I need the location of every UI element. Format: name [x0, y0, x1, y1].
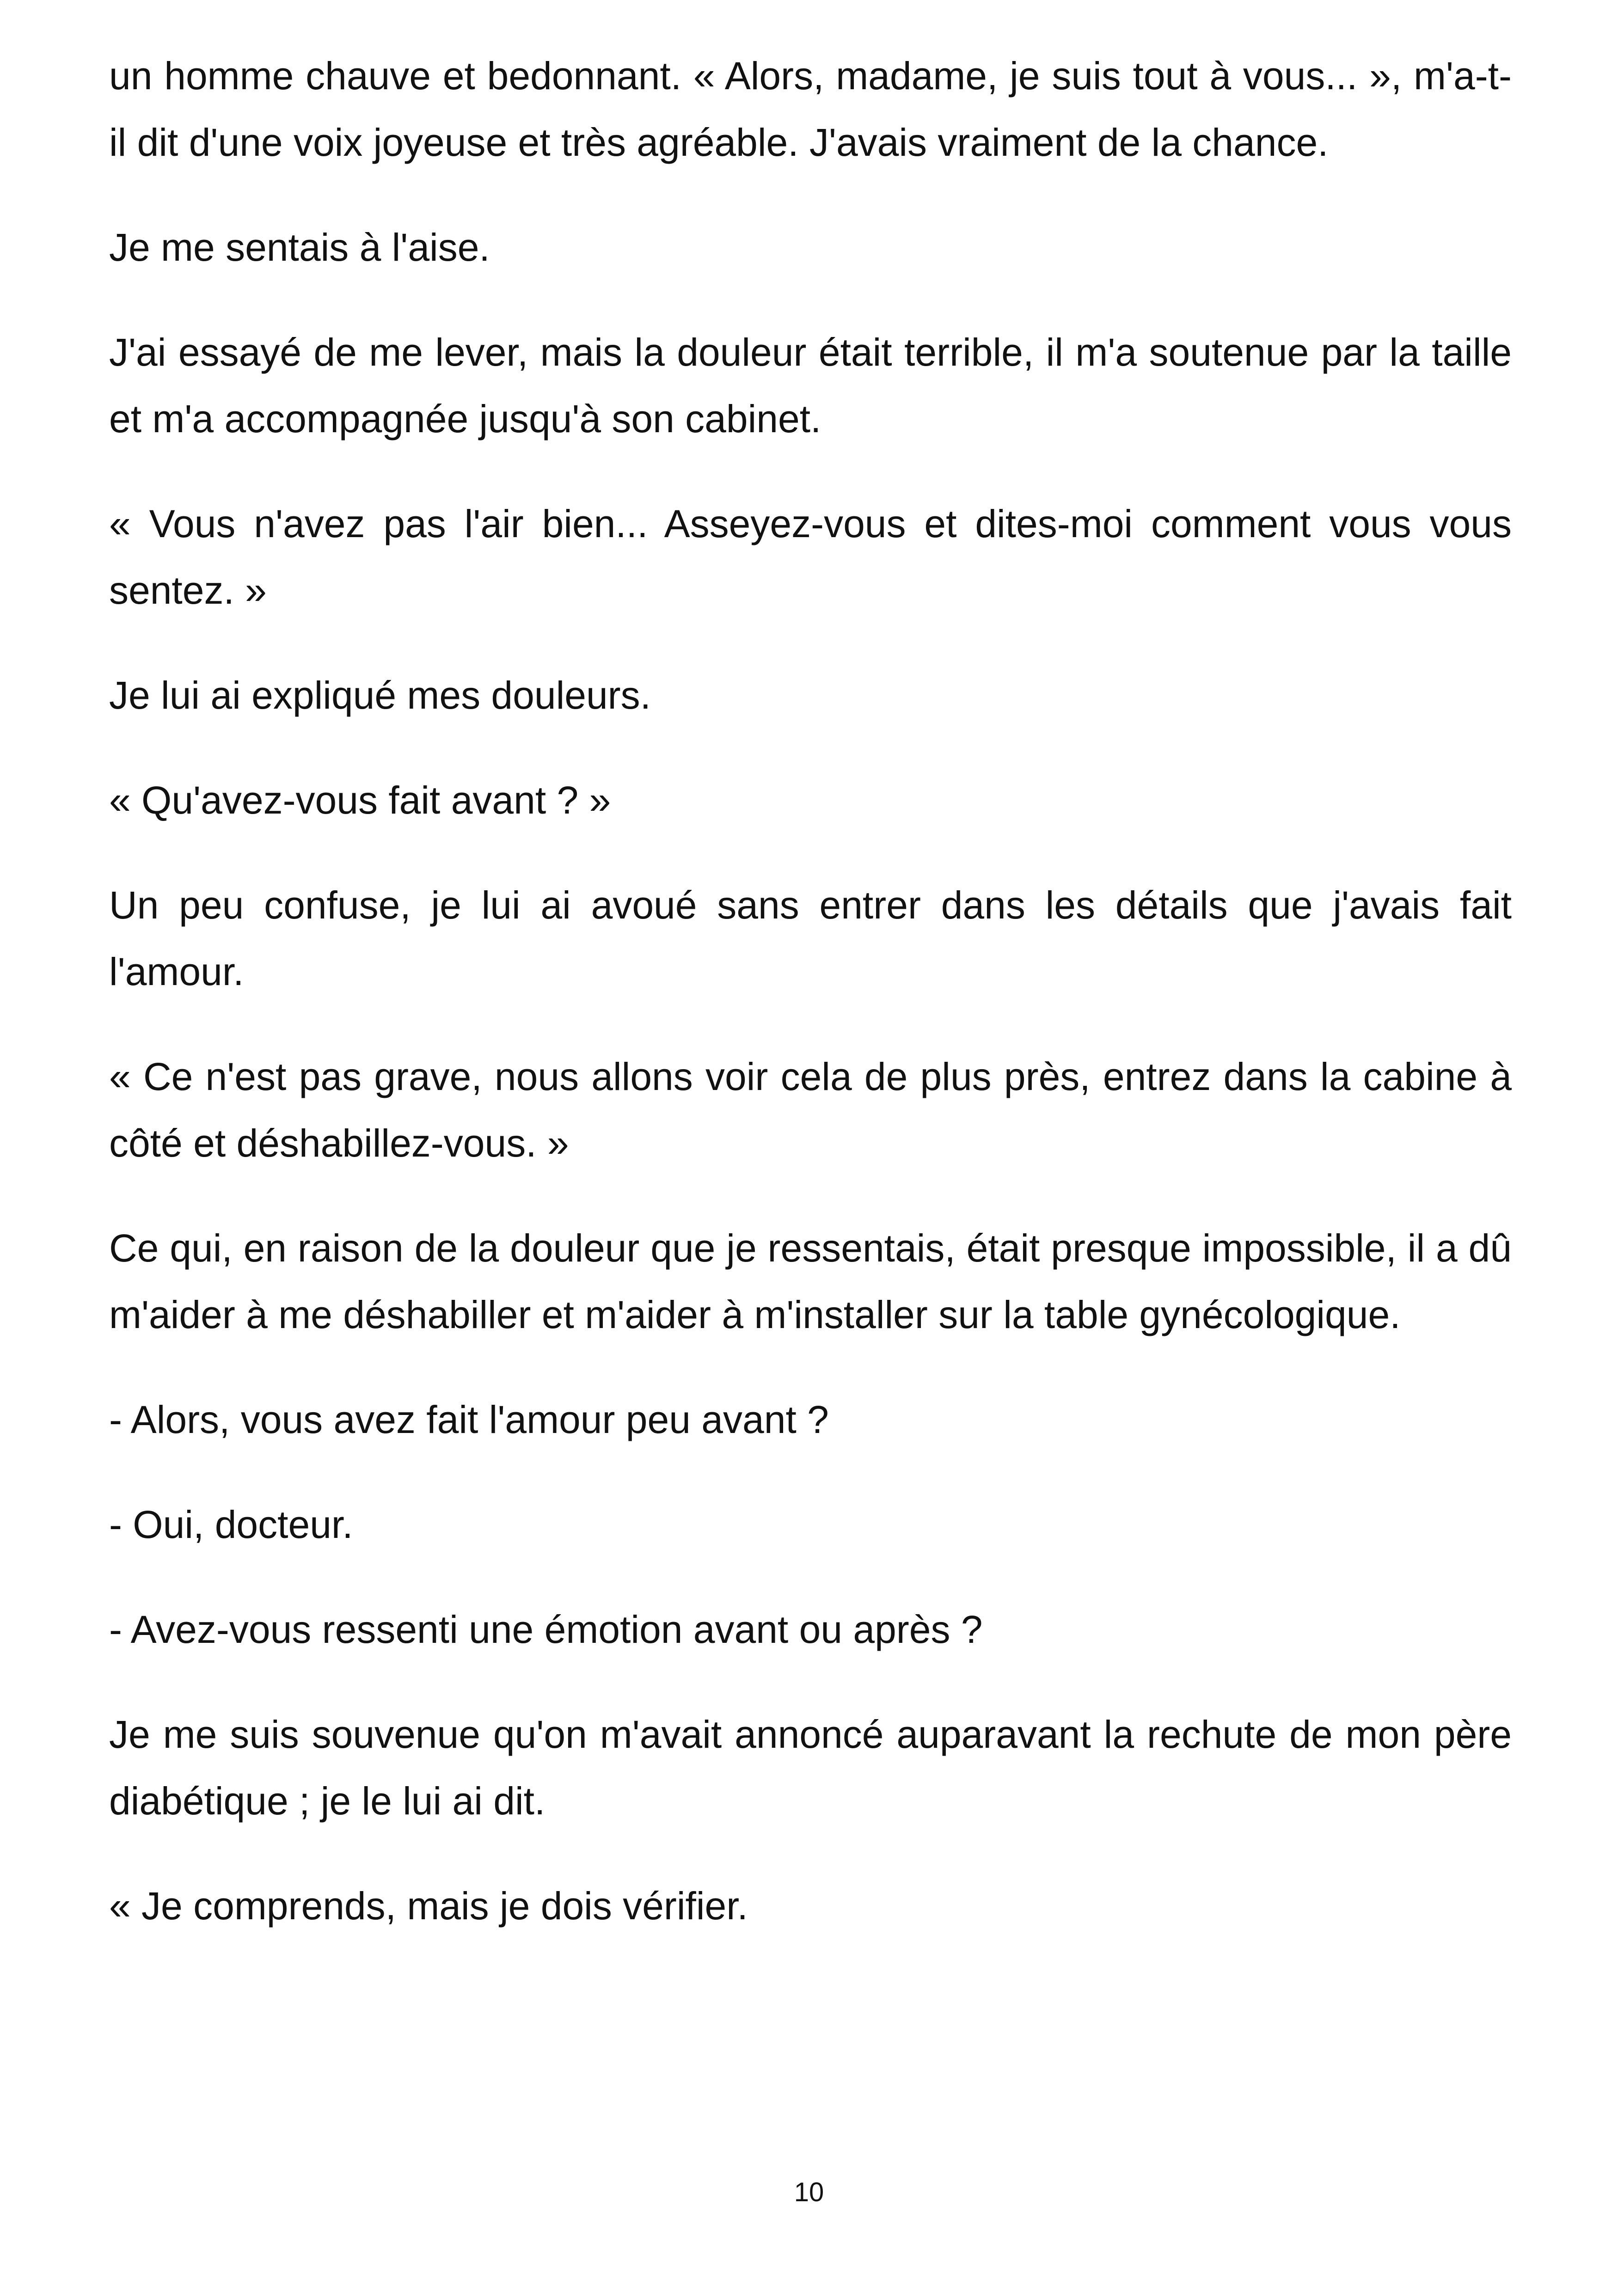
paragraph-5: Je lui ai expliqué mes douleurs. [109, 673, 651, 717]
paragraph-14: « Je comprends, mais je dois vérifier. [109, 1884, 748, 1928]
page-number: 10 [794, 2177, 824, 2207]
paragraph-12: - Avez-vous ressenti une émotion avant ou après ? [109, 1608, 983, 1651]
paragraph-4: « Vous n'avez pas l'air bien... Asseyez-vous et dites-moi comment vous vous sentez. » [109, 502, 1512, 612]
paragraph-10: - Alors, vous avez fait l'amour peu avant ? [109, 1398, 829, 1441]
paragraph-2: Je me sentais à l'aise. [109, 226, 490, 269]
paragraph-6: « Qu'avez-vous fait avant ? » [109, 778, 611, 822]
paragraph-3: J'ai essayé de me lever, mais la douleur était terrible, il m'a soutenue par la taille et m'a accompagnée jusqu'à son cabinet. [109, 331, 1512, 441]
paragraph-11: - Oui, docteur. [109, 1503, 353, 1546]
body-text [109, 43, 1512, 1978]
paragraph-7: Un peu confuse, je lui ai avoué sans entrer dans les détails que j'avais fait l'amour. [109, 883, 1512, 993]
paragraph-9: Ce qui, en raison de la douleur que je ressentais, était presque impossible, il a dû m'aider à me déshabiller et m'aider à m'installer sur la table gynécologique. [109, 1226, 1512, 1336]
paragraph-8: « Ce n'est pas grave, nous allons voir cela de plus près, entrez dans la cabine à côté et déshabillez-vous. » [109, 1055, 1512, 1165]
paragraph-1: un homme chauve et bedonnant. « Alors, madame, je suis tout à vous... », m'a-t-il dit d'une voix joyeuse et très agréable. J'avais vraiment de la chance. [109, 54, 1512, 164]
paragraph-13: Je me suis souvenue qu'on m'avait annoncé auparavant la rechute de mon père diabétique ; je le lui ai dit. [109, 1713, 1512, 1823]
